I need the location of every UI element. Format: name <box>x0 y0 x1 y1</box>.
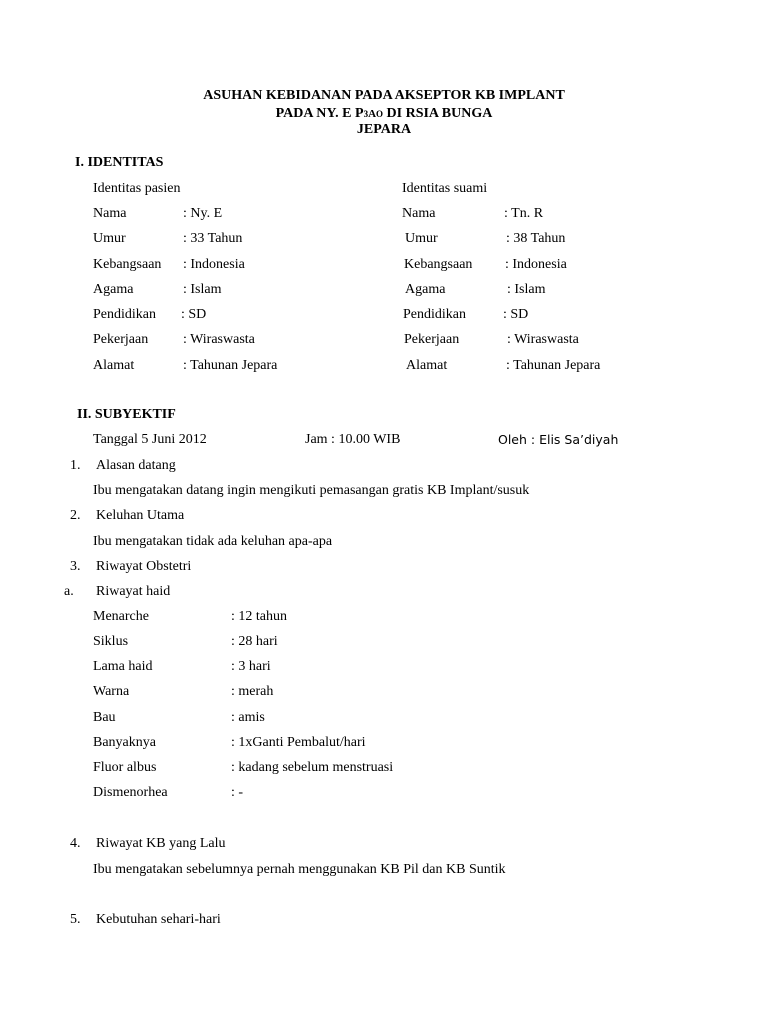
suami-label: Pendidikan <box>403 307 466 322</box>
pasien-label: Umur <box>93 231 126 246</box>
haid-letter: a. <box>64 584 74 599</box>
oleh-text: Oleh : Elis Sa’diyah <box>498 432 619 447</box>
title-line2-mid: A <box>368 108 377 120</box>
haid-value: : 28 hari <box>231 634 278 649</box>
haid-label: Siklus <box>93 634 129 649</box>
suami-label: Umur <box>405 231 438 246</box>
haid-label: Bau <box>93 710 116 725</box>
item-number: 3. <box>70 559 81 574</box>
pasien-label: Alamat <box>93 358 135 373</box>
suami-value: : Indonesia <box>505 257 567 272</box>
haid-label: Dismenorhea <box>93 785 168 800</box>
item-title: Riwayat Obstetri <box>96 559 192 574</box>
suami-value: : Wiraswasta <box>507 332 579 347</box>
item-text: Ibu mengatakan datang ingin mengikuti pemasangan gratis KB Implant/susuk <box>93 483 530 498</box>
tanggal-text: Tanggal 5 Juni 2012 <box>93 432 207 447</box>
item-number: 2. <box>70 508 81 523</box>
item-title: Kebutuhan sehari-hari <box>96 912 221 927</box>
suami-label: Agama <box>405 282 446 297</box>
pasien-label: Kebangsaan <box>93 257 162 272</box>
haid-label: Fluor albus <box>93 760 157 775</box>
pasien-label: Nama <box>93 206 127 221</box>
haid-value: : merah <box>231 684 274 699</box>
haid-value: : 1xGanti Pembalut/hari <box>231 735 366 750</box>
doc-title-line1: ASUHAN KEBIDANAN PADA AKSEPTOR KB IMPLANT <box>203 88 565 103</box>
haid-label: Menarche <box>93 609 149 624</box>
jam-text: Jam : 10.00 WIB <box>305 432 401 447</box>
suami-label: Nama <box>402 206 436 221</box>
identitas-pasien-header: Identitas pasien <box>93 181 181 196</box>
doc-title-line3: JEPARA <box>356 122 412 137</box>
pasien-value: : Indonesia <box>183 257 245 272</box>
item-text: Ibu mengatakan tidak ada keluhan apa-apa <box>93 534 333 549</box>
item-number: 4. <box>70 836 81 851</box>
suami-label: Pekerjaan <box>404 332 460 347</box>
haid-label: Banyaknya <box>93 735 156 750</box>
haid-value: : kadang sebelum menstruasi <box>231 760 394 775</box>
suami-value: : SD <box>503 307 529 322</box>
pasien-value: : SD <box>181 307 207 322</box>
item-title: Riwayat KB yang Lalu <box>96 836 226 851</box>
title-line2-sub1: 3 <box>363 109 369 119</box>
item-number: 5. <box>70 912 81 927</box>
pasien-value: : Wiraswasta <box>183 332 255 347</box>
pasien-label: Pekerjaan <box>93 332 149 347</box>
pasien-label: Agama <box>93 282 134 297</box>
suami-label: Kebangsaan <box>404 257 473 272</box>
title-line2-post: DI RSIA BUNGA <box>383 106 493 121</box>
haid-value: : amis <box>231 710 265 725</box>
title-line2-sub2: O <box>376 109 384 119</box>
pasien-value: : Ny. E <box>183 206 223 221</box>
pasien-value: : Tahunan Jepara <box>183 358 278 373</box>
pasien-value: : Islam <box>183 282 222 297</box>
suami-value: : Tn. R <box>504 206 544 221</box>
haid-label: Warna <box>93 684 130 699</box>
title-line2-pre: PADA NY. E P <box>275 106 364 121</box>
section-identitas-heading: I. IDENTITAS <box>75 155 164 170</box>
item-title: Keluhan Utama <box>96 508 185 523</box>
identitas-suami-header: Identitas suami <box>402 181 488 196</box>
haid-title: Riwayat haid <box>96 584 171 599</box>
suami-value: : Tahunan Jepara <box>506 358 601 373</box>
section-subyektif-heading: II. SUBYEKTIF <box>77 407 176 422</box>
haid-value: : 12 tahun <box>231 609 287 624</box>
pasien-value: : 33 Tahun <box>183 231 243 246</box>
item-number: 1. <box>70 458 81 473</box>
haid-value: : 3 hari <box>231 659 271 674</box>
pasien-label: Pendidikan <box>93 307 156 322</box>
item-text: Ibu mengatakan sebelumnya pernah menggunakan KB Pil dan KB Suntik <box>93 862 506 877</box>
suami-label: Alamat <box>406 358 448 373</box>
suami-value: : 38 Tahun <box>506 231 566 246</box>
item-title: Alasan datang <box>96 458 176 473</box>
haid-label: Lama haid <box>93 659 153 674</box>
doc-title-line2 <box>0 106 768 122</box>
suami-value: : Islam <box>507 282 546 297</box>
haid-value: : - <box>231 785 244 800</box>
